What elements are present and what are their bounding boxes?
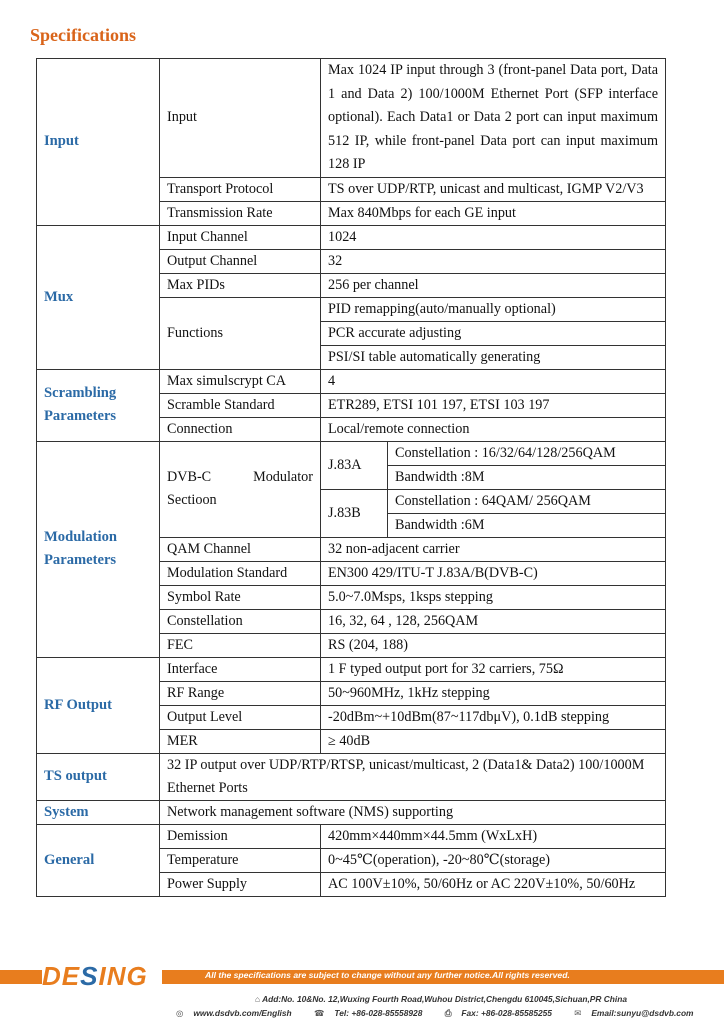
footer-notice: All the specifications are subject to change without any further notice.All rights reserved. — [205, 970, 570, 980]
row-value: 420mm×440mm×44.5mm (WxLxH) — [321, 824, 666, 848]
row-value: 50~960MHz, 1kHz stepping — [321, 681, 666, 705]
sub-label: J.83B — [321, 489, 388, 537]
row-value: 256 per channel — [321, 273, 666, 297]
email-icon: ✉ — [574, 1008, 582, 1018]
address-text: Add:No. 10&No. 12,Wuxing Fourth Road,Wuhou District,Chengdu 610045,Sichuan,PR China — [262, 994, 628, 1004]
row-label: MER — [160, 729, 321, 753]
row-value: 1 F typed output port for 32 carriers, 75Ω — [321, 657, 666, 681]
table-row — [37, 369, 666, 393]
category-general: General — [37, 824, 160, 896]
row-label: RF Range — [160, 681, 321, 705]
row-value: Local/remote connection — [321, 417, 666, 441]
row-label: QAM Channel — [160, 537, 321, 561]
row-value: 16, 32, 64 , 128, 256QAM — [321, 609, 666, 633]
table-row — [37, 225, 666, 249]
row-value: PSI/SI table automatically generating — [321, 345, 666, 369]
row-label: Demission — [160, 824, 321, 848]
row-value: RS (204, 188) — [321, 633, 666, 657]
row-value: AC 100V±10%, 50/60Hz or AC 220V±10%, 50/60Hz — [321, 872, 666, 896]
row-value: Max 1024 IP input through 3 (front-panel Data port, Data 1 and Data 2) 100/1000M Ethernet Port (SFP interface optional). Each Data1 or Data 2 port can input maximum 512 IP, while front-panel Data port can input maximum 128 IP — [321, 59, 666, 178]
category-mux: Mux — [37, 225, 160, 369]
footer-address — [255, 994, 627, 1004]
row-value: PID remapping(auto/manually optional) — [321, 297, 666, 321]
fax-text: Fax: +86-028-85585255 — [461, 1008, 552, 1018]
table-row — [37, 753, 666, 800]
row-value: -20dBm~+10dBm(87~117dbμV), 0.1dB stepping — [321, 705, 666, 729]
footer-contact — [176, 1008, 714, 1019]
row-value: PCR accurate adjusting — [321, 321, 666, 345]
row-value: EN300 429/ITU-T J.83A/B(DVB-C) — [321, 561, 666, 585]
row-label: Output Level — [160, 705, 321, 729]
table-row — [37, 441, 666, 465]
table-row — [37, 800, 666, 824]
row-label: Output Channel — [160, 249, 321, 273]
row-value: Max 840Mbps for each GE input — [321, 201, 666, 225]
logo-text-c: ING — [98, 961, 148, 991]
row-value: Network management software (NMS) supporting — [160, 800, 666, 824]
row-label: Constellation — [160, 609, 321, 633]
logo-text-a: DE — [42, 961, 81, 991]
row-value: 32 IP output over UDP/RTP/RTSP, unicast/multicast, 2 (Data1& Data2) 100/1000M Ethernet Ports — [160, 753, 666, 800]
page-title: Specifications — [30, 25, 136, 45]
logo-text-b: S — [80, 961, 99, 991]
row-label: Connection — [160, 417, 321, 441]
row-value: 5.0~7.0Msps, 1ksps stepping — [321, 585, 666, 609]
row-value: 32 non-adjacent carrier — [321, 537, 666, 561]
row-value: ≥ 40dB — [321, 729, 666, 753]
category-modulation: Modulation Parameters — [37, 441, 160, 657]
category-input: Input — [37, 59, 160, 226]
category-rf-output: RF Output — [37, 657, 160, 753]
row-value: Bandwidth :6M — [388, 513, 666, 537]
row-label: Interface — [160, 657, 321, 681]
website-link[interactable]: www.dsdvb.com/English — [193, 1008, 292, 1018]
row-value: Constellation : 64QAM/ 256QAM — [388, 489, 666, 513]
row-label: FEC — [160, 633, 321, 657]
row-label: Transport Protocol — [160, 177, 321, 201]
email-link[interactable]: Email:sunyu@dsdvb.com — [591, 1008, 694, 1018]
table-row — [37, 657, 666, 681]
fax-icon: ⎙ — [444, 1008, 452, 1018]
row-label: Modulation Standard — [160, 561, 321, 585]
row-label: Max PIDs — [160, 273, 321, 297]
row-value: 0~45℃(operation), -20~80℃(storage) — [321, 848, 666, 872]
row-label: Functions — [160, 297, 321, 369]
row-value: TS over UDP/RTP, unicast and multicast, IGMP V2/V3 — [321, 177, 666, 201]
category-scrambling: Scrambling Parameters — [37, 369, 160, 441]
row-label: Power Supply — [160, 872, 321, 896]
company-logo — [42, 962, 162, 990]
row-label: Input — [160, 59, 321, 178]
category-system: System — [37, 800, 160, 824]
building-icon: ⌂ — [255, 994, 261, 1004]
row-label: Scramble Standard — [160, 393, 321, 417]
category-ts-output: TS output — [37, 753, 160, 800]
table-row — [37, 59, 666, 178]
row-value: 1024 — [321, 225, 666, 249]
specifications-table — [36, 58, 666, 897]
phone-icon: ☎ — [313, 1008, 325, 1018]
row-label: DVB-C Modulator Sectioon — [160, 441, 321, 537]
row-label: Temperature — [160, 848, 321, 872]
row-value: 32 — [321, 249, 666, 273]
row-label: Max simulscrypt CA — [160, 369, 321, 393]
row-value: 4 — [321, 369, 666, 393]
tel-text: Tel: +86-028-85558928 — [334, 1008, 423, 1018]
row-label: Symbol Rate — [160, 585, 321, 609]
row-value: Bandwidth :8M — [388, 465, 666, 489]
table-row — [37, 824, 666, 848]
row-label: Transmission Rate — [160, 201, 321, 225]
globe-icon: ◎ — [176, 1008, 184, 1018]
row-value: Constellation : 16/32/64/128/256QAM — [388, 441, 666, 465]
sub-label: J.83A — [321, 441, 388, 489]
row-label: Input Channel — [160, 225, 321, 249]
row-value: ETR289, ETSI 101 197, ETSI 103 197 — [321, 393, 666, 417]
